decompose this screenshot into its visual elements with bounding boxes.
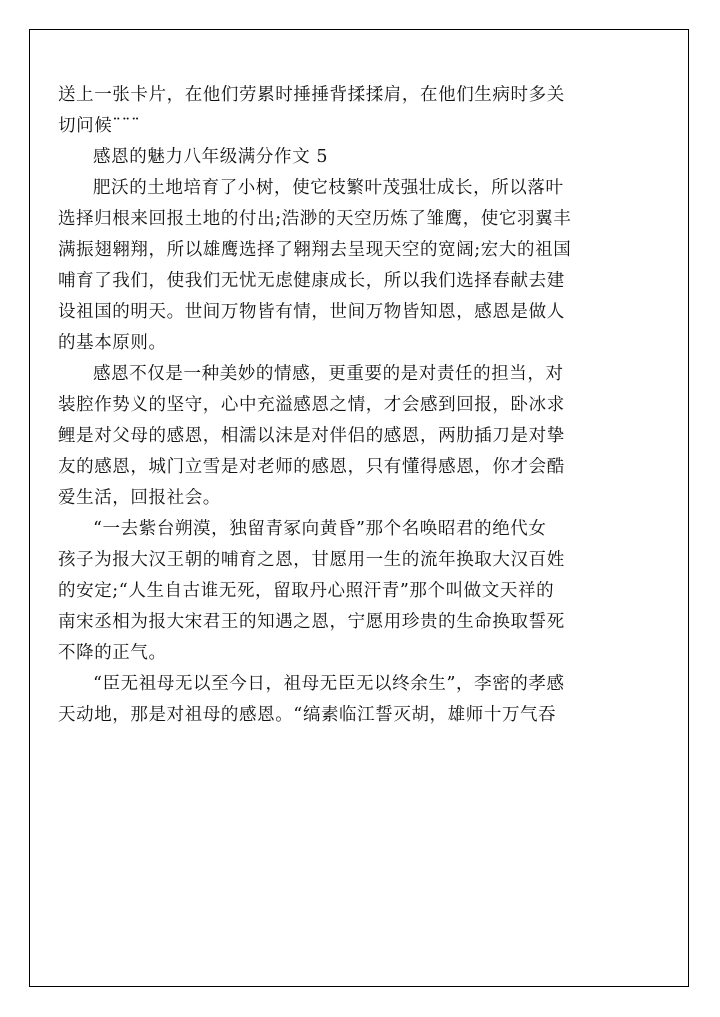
paragraph-continuation <box>58 80 663 142</box>
text-line: 爱生活，回报社会。 <box>58 488 221 508</box>
text-line: 哺育了我们，使我们无忧无虑健康成长，所以我们选择春献去建 <box>58 271 565 291</box>
text-line: 的基本原则。 <box>58 333 167 353</box>
text-line: 切问候¨¨¨ <box>58 116 141 136</box>
text-line: “一去紫台朔漠，独留青冢向黄昏”那个名唤昭君的绝代女 <box>93 519 547 539</box>
title-line: 感恩的魅力八年级满分作文 5 <box>93 147 329 167</box>
text-line: 友的感恩，城门立雪是对老师的感恩，只有懂得感恩，你才会酷 <box>58 457 565 477</box>
text-line: “臣无祖母无以至今日，祖母无臣无以终余生”，李密的孝感 <box>93 674 565 694</box>
text-line: 天动地，那是对祖母的感恩。“缟素临江誓灭胡，雄师十万气吞 <box>58 705 557 725</box>
document-body <box>58 80 663 731</box>
text-line: 选择归根来回报土地的付出;浩渺的天空历炼了雏鹰，使它羽翼丰 <box>58 209 572 229</box>
text-line: 孩子为报大汉王朝的哺育之恩，甘愿用一生的流年换取大汉百姓 <box>58 550 565 570</box>
text-line: 装腔作势义的坚守，心中充溢感恩之情，才会感到回报，卧冰求 <box>58 395 565 415</box>
text-line: 送上一张卡片，在他们劳累时捶捶背揉揉肩，在他们生病时多关 <box>58 85 565 105</box>
text-line: 设祖国的明天。世间万物皆有情，世间万物皆知恩，感恩是做人 <box>58 302 565 322</box>
text-line: 鲤是对父母的感恩，相濡以沫是对伴侣的感恩，两肋插刀是对挚 <box>58 426 565 446</box>
paragraph <box>58 173 663 359</box>
text-line: 肥沃的土地培育了小树，使它枝繁叶茂强壮成长，所以落叶 <box>93 178 564 198</box>
text-line: 感恩不仅是一种美妙的情感，更重要的是对责任的担当，对 <box>93 364 564 384</box>
text-line: 的安定;“人生自古谁无死，留取丹心照汗青”那个叫做文天祥的 <box>58 581 555 601</box>
text-line: 不降的正气。 <box>58 643 167 663</box>
text-line: 南宋丞相为报大宋君王的知遇之恩，宁愿用珍贵的生命换取誓死 <box>58 612 565 632</box>
paragraph <box>58 359 663 514</box>
paragraph <box>58 514 663 669</box>
paragraph <box>58 669 663 731</box>
text-line: 满振翅翱翔，所以雄鹰选择了翱翔去呈现天空的宽阔;宏大的祖国 <box>58 240 572 260</box>
essay-title <box>58 142 663 173</box>
